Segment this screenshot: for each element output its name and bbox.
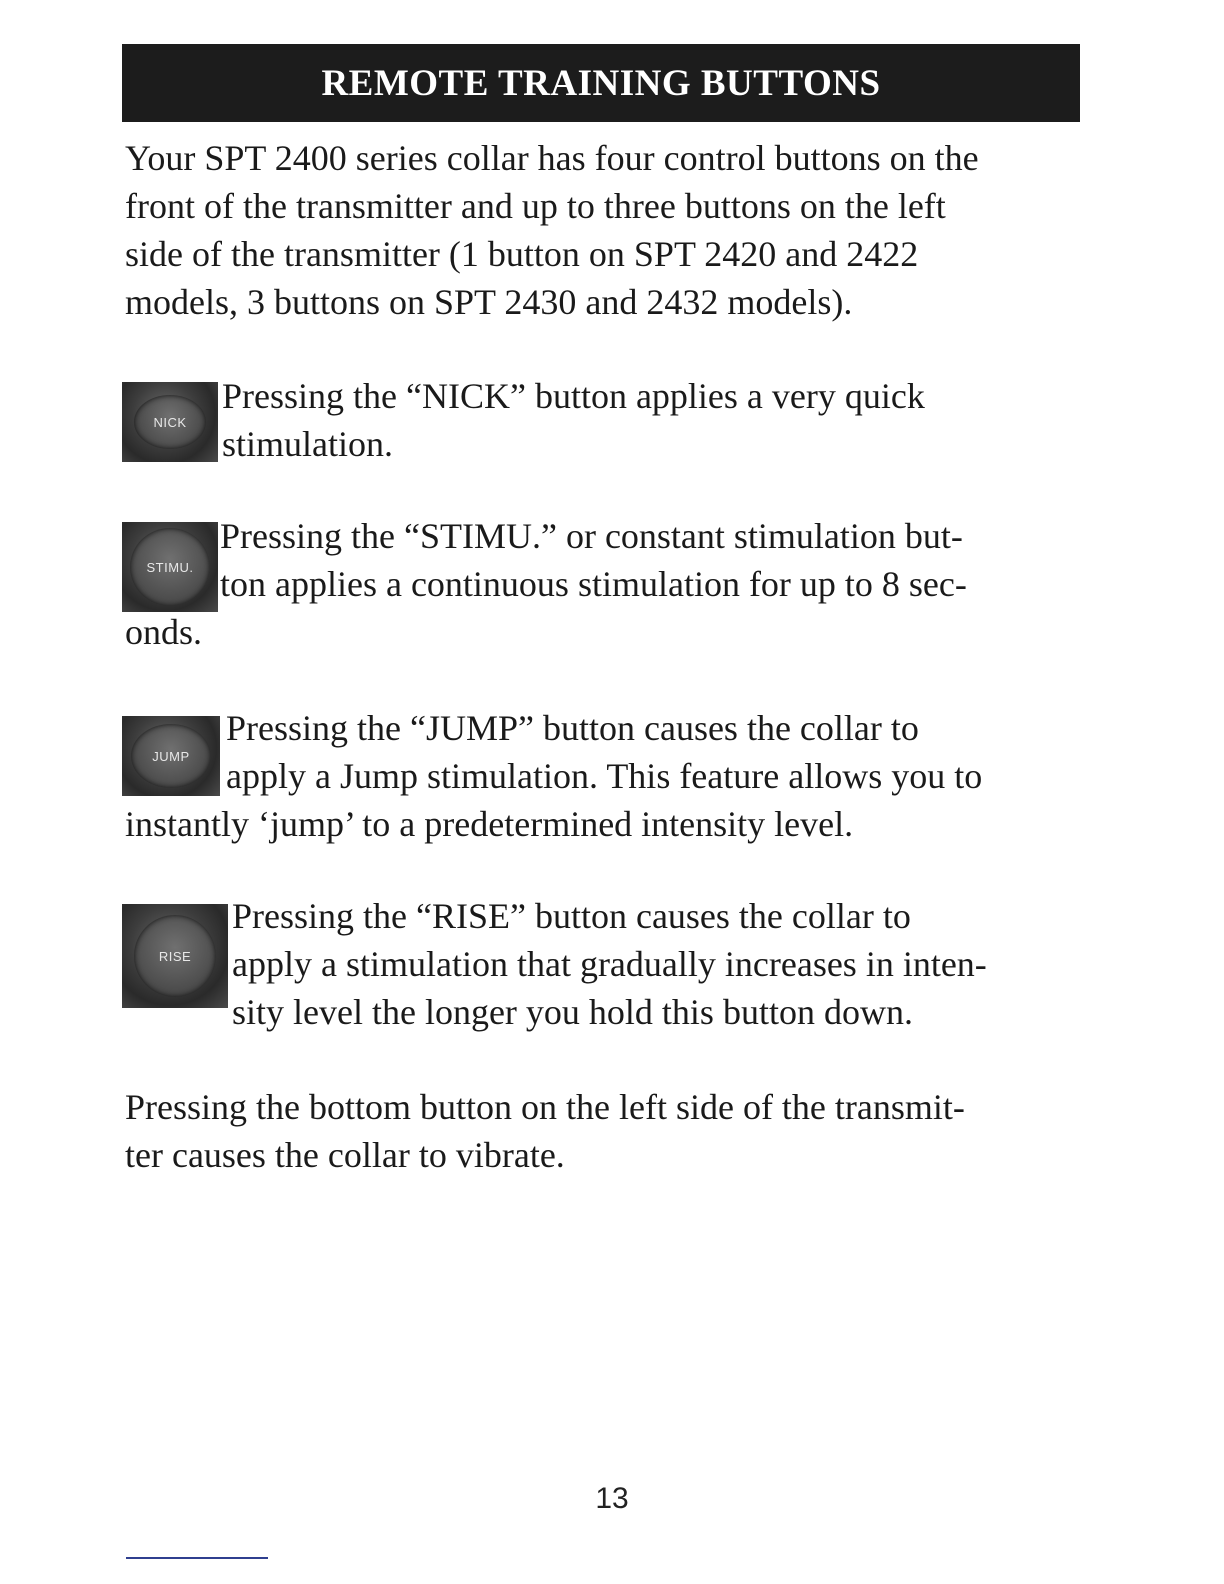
vibrate-note-paragraph: [125, 1083, 1085, 1179]
jump-description-line: apply a Jump stimulation. This feature allows you to: [226, 756, 983, 796]
intro-paragraph: [125, 134, 1085, 326]
jump-button-icon-label: JUMP: [152, 748, 190, 764]
jump-description-line: Pressing the “JUMP” button causes the collar to: [226, 708, 919, 748]
nick-button-icon-label: NICK: [153, 414, 187, 430]
stimu-button-description: [122, 518, 1082, 668]
intro-line: Your SPT 2400 series collar has four control buttons on the: [125, 138, 979, 178]
rise-description-line: Pressing the “RISE” button causes the collar to: [232, 896, 911, 936]
jump-button-description: [122, 710, 1082, 860]
rise-button-icon: [122, 904, 228, 1008]
jump-description-line: instantly ‘jump’ to a predetermined intensity level.: [125, 804, 854, 844]
nick-button-icon: [122, 382, 218, 462]
nick-button-description: [122, 378, 1082, 478]
rise-description-line: apply a stimulation that gradually increases in inten-: [232, 944, 987, 984]
intro-line: models, 3 buttons on SPT 2430 and 2432 models).: [125, 282, 853, 322]
nick-description-line: Pressing the “NICK” button applies a very quick: [222, 376, 925, 416]
rise-button-description: [122, 898, 1082, 1048]
vibrate-note-line: ter causes the collar to vibrate.: [125, 1135, 565, 1175]
vibrate-note-line: Pressing the bottom button on the left side of the transmit-: [125, 1087, 965, 1127]
stimu-description-line: onds.: [125, 612, 203, 652]
intro-line: front of the transmitter and up to three buttons on the left: [125, 186, 946, 226]
stimu-description-line: ton applies a continuous stimulation for up to 8 sec-: [220, 564, 967, 604]
bottom-rule-divider: [126, 1557, 268, 1559]
rise-description-line: sity level the longer you hold this button down.: [232, 992, 913, 1032]
section-title: REMOTE TRAINING BUTTONS: [321, 62, 881, 104]
section-header: [122, 44, 1080, 122]
stimu-button-icon-label: STIMU.: [146, 559, 194, 575]
stimu-button-icon: [122, 522, 218, 612]
nick-description-line: stimulation.: [222, 424, 393, 464]
stimu-description-line: Pressing the “STIMU.” or constant stimulation but-: [220, 516, 963, 556]
rise-button-icon-label: RISE: [158, 948, 192, 964]
page-number: 13: [595, 1482, 629, 1515]
intro-line: side of the transmitter (1 button on SPT 2420 and 2422: [125, 234, 919, 274]
jump-button-icon: [122, 716, 220, 796]
